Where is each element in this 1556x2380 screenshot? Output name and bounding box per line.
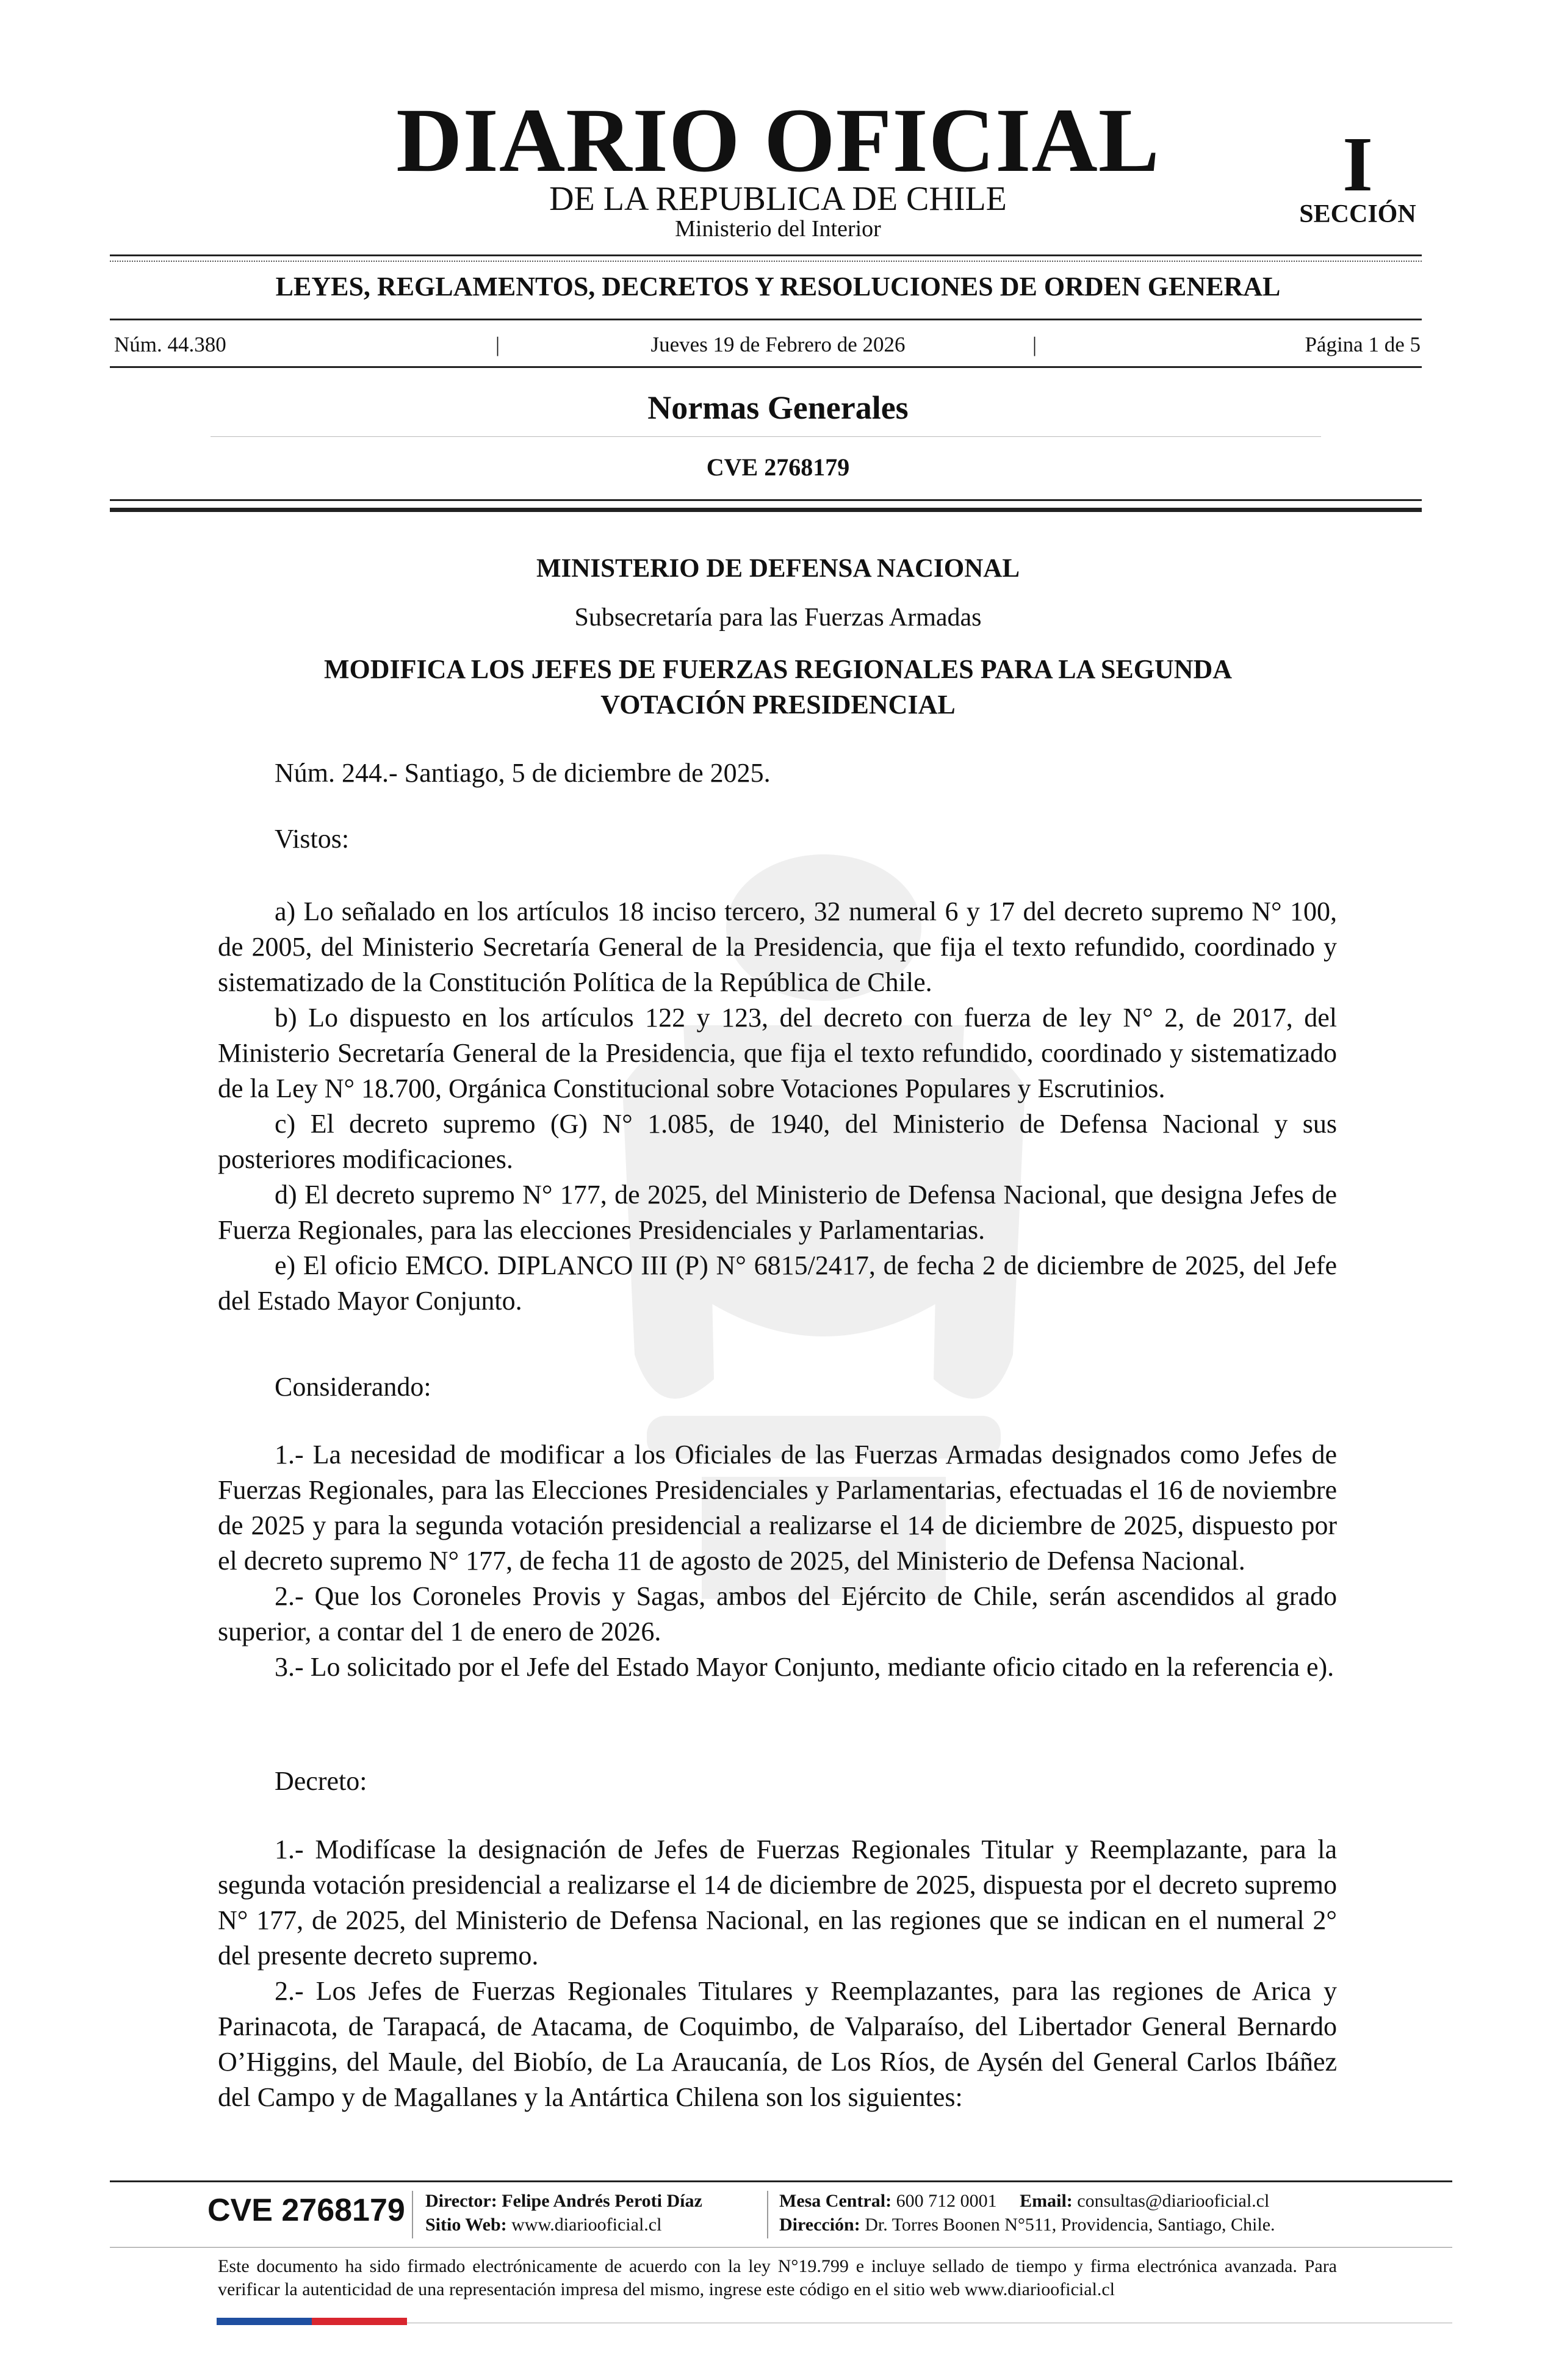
footer-address-value: Dr. Torres Boonen N°511, Providencia, Santiago, Chile. xyxy=(865,2215,1275,2235)
footer-email-label: Email: xyxy=(1020,2191,1073,2211)
footer-address xyxy=(779,2213,1275,2237)
document-title: MODIFICA LOS JEFES DE FUERZAS REGIONALES PARA LA SEGUNDA VOTACIÓN PRESIDENCIAL xyxy=(323,654,1233,719)
ministry-name: MINISTERIO DE DEFENSA NACIONAL xyxy=(536,554,1020,583)
flag-red-segment xyxy=(312,2318,407,2325)
vistos-item: e) El oficio EMCO. DIPLANCO III (P) N° 6815/2417, de fecha 2 de diciembre de 2025, del Jefe del Estado Mayor Conjunto. xyxy=(218,1250,1337,1316)
masthead-rule-dotted xyxy=(110,261,1422,263)
vistos-item: d) El decreto supremo N° 177, de 2025, del Ministerio de Defensa Nacional, que designa Jefes de Fuerza Regionales, para las elecciones Presidenciales y Parlamentarias. xyxy=(218,1180,1337,1245)
considerando-list xyxy=(218,1437,1337,1685)
section-label: SECCIÓN xyxy=(1299,200,1416,228)
category-rule xyxy=(110,319,1422,320)
flag-color-bar xyxy=(217,2318,407,2325)
footer-email-link[interactable]: consultas@diariooficial.cl xyxy=(1077,2191,1270,2211)
footer-director xyxy=(425,2190,702,2213)
flag-blue-segment xyxy=(217,2318,312,2325)
footer-website xyxy=(425,2213,661,2237)
header-double-rule-top xyxy=(110,499,1422,501)
considerando-heading: Considerando: xyxy=(275,1372,431,1402)
section-heading: Normas Generales xyxy=(647,389,909,426)
footer-mesa-label: Mesa Central: xyxy=(779,2191,892,2211)
masthead-title: DIARIO OFICIAL xyxy=(396,90,1160,191)
header-double-rule-bottom xyxy=(110,508,1422,512)
vistos-item: c) El decreto supremo (G) N° 1.085, de 1940, del Ministerio de Defensa Nacional y sus posteriores modificaciones. xyxy=(218,1109,1337,1174)
footer-divider xyxy=(767,2191,768,2238)
considerando-item: 3.- Lo solicitado por el Jefe del Estado Mayor Conjunto, mediante oficio citado en la referencia e). xyxy=(275,1652,1334,1682)
vistos-heading: Vistos: xyxy=(275,824,350,854)
issue-date: Jueves 19 de Febrero de 2026 xyxy=(650,333,906,356)
footer-address-label: Dirección: xyxy=(779,2215,860,2235)
footer-director-label: Director: xyxy=(425,2191,497,2211)
category-heading: LEYES, REGLAMENTOS, DECRETOS Y RESOLUCIONES DE ORDEN GENERAL xyxy=(275,272,1281,301)
footer-rule-top xyxy=(110,2180,1452,2182)
footer-web-label: Sitio Web: xyxy=(425,2215,507,2235)
page-number: Página 1 de 5 xyxy=(1305,333,1421,356)
footer-legal-notice: Este documento ha sido firmado electrónicamente de acuerdo con la ley N°19.799 e incluye sellado de tiempo y firma electrónica avanzada. Para verificar la autenticidad de una representación impresa del mismo, ingrese este código en el sitio web www.diariooficial.cl xyxy=(218,2256,1337,2299)
decreto-item: 2.- Los Jefes de Fuerzas Regionales Titulares y Reemplazantes, para las regiones de Arica y Parinacota, de Tarapacá, de Atacama, de Coquimbo, de Valparaíso, del Libertador General Bernardo O’Higgins, del Maule, del Biobío, de La Araucanía, de Los Ríos, de Aysén del General Carlos Ibáñez del Campo y de Magallanes y la Antártica Chilena son los siguientes: xyxy=(218,1976,1337,2112)
footer-mesa-phone: 600 712 0001 xyxy=(896,2191,997,2211)
footer-contact xyxy=(779,2190,1269,2213)
footer-cve-code: CVE 2768179 xyxy=(207,2193,405,2228)
footer-web-link[interactable]: www.diariooficial.cl xyxy=(511,2215,662,2235)
footer-rule-mid xyxy=(110,2247,1452,2248)
subsecretaria-name: Subsecretaría para las Fuerzas Armadas xyxy=(574,604,982,632)
meta-separator: | xyxy=(1032,333,1037,356)
section-heading-rule xyxy=(211,436,1321,437)
decreto-item: 1.- Modifícase la designación de Jefes de Fuerzas Regionales Titular y Reemplazante, para la segunda votación presidencial a realizarse el 14 de diciembre de 2025, dispuesta por el decreto supremo N° 177, de 2025, del Ministerio de Defensa Nacional, en las regiones que se indican en el numeral 2° del presente decreto supremo. xyxy=(218,1834,1337,1971)
decreto-list xyxy=(218,1832,1337,2115)
decreto-heading: Decreto: xyxy=(275,1766,367,1796)
meta-separator: | xyxy=(495,333,500,356)
vistos-item: b) Lo dispuesto en los artículos 122 y 123, del decreto con fuerza de ley N° 2, de 2017, del Ministerio Secretaría General de la Presidencia, que fija el texto refundido, coordinado y sistematizado de la Ley N° 18.700, Orgánica Constitucional sobre Votaciones Populares y Escrutinios. xyxy=(218,1003,1337,1103)
issue-number: Núm. 44.380 xyxy=(114,333,226,356)
masthead-subtitle: DE LA REPUBLICA DE CHILE xyxy=(549,180,1007,218)
decree-number: Núm. 244.- Santiago, 5 de diciembre de 2025. xyxy=(275,758,771,788)
considerando-item: 2.- Que los Coroneles Provis y Sagas, ambos del Ejército de Chile, serán ascendidos al grado superior, a contar del 1 de enero de 2026. xyxy=(218,1581,1337,1646)
meta-rule xyxy=(110,366,1422,368)
vistos-item: a) Lo señalado en los artículos 18 inciso tercero, 32 numeral 6 y 17 del decreto supremo N° 100, de 2005, del Ministerio Secretaría General de la Presidencia, que fija el texto refundido, coordinado y sistematizado de la Constitución Política de la República de Chile. xyxy=(218,896,1337,997)
cve-code: CVE 2768179 xyxy=(706,453,850,481)
section-number: I xyxy=(1342,121,1373,207)
footer-divider xyxy=(412,2191,413,2238)
considerando-item: 1.- La necesidad de modificar a los Oficiales de las Fuerzas Armadas designados como Jefes de Fuerzas Regionales, para las Elecciones Presidenciales y Parlamentarias, efectuadas el 16 de noviembre de 2025 y para la segunda votación presidencial a realizarse el 14 de diciembre de 2025, dispuesto por el decreto supremo N° 177, de fecha 11 de agosto de 2025, del Ministerio de Defensa Nacional. xyxy=(218,1440,1337,1576)
masthead-rule xyxy=(110,254,1422,256)
vistos-list xyxy=(218,894,1337,1319)
footer-director-name: Felipe Andrés Peroti Díaz xyxy=(502,2191,702,2211)
masthead-ministry: Ministerio del Interior xyxy=(675,216,881,242)
